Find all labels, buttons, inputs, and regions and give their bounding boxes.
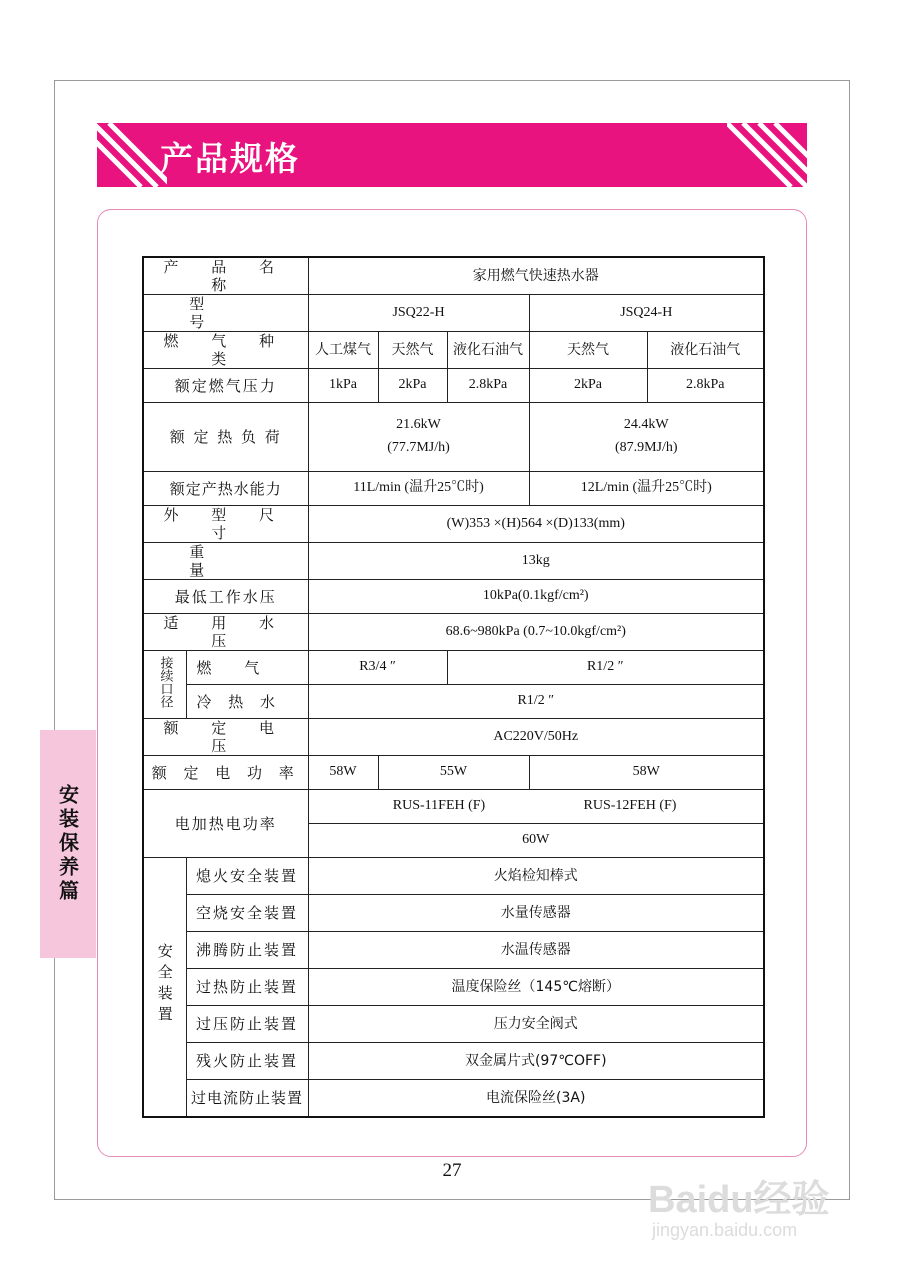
watermark-logo: Baidu经验	[648, 1179, 830, 1221]
cell-value: 1kPa	[308, 369, 378, 403]
row-label: 外 型 尺 寸	[143, 506, 308, 543]
row-label: 重 量	[143, 543, 308, 580]
cell-value: (W)353 ×(H)564 ×(D)133(mm)	[308, 506, 764, 543]
table-row	[143, 403, 764, 472]
cell-value: 2.8kPa	[647, 369, 764, 403]
side-tab-label: 安装保养篇	[55, 784, 80, 904]
watermark	[648, 1150, 848, 1260]
row-label: 熄火安全装置	[186, 858, 308, 895]
heat-load-b-mj: (87.9MJ/h)	[614, 440, 678, 455]
row-label: 过热防止装置	[186, 969, 308, 1006]
cell-value	[308, 403, 529, 472]
cell-value: 双金属片式(97℃OFF)	[308, 1043, 764, 1080]
cell-value: 58W	[529, 756, 764, 790]
row-label: 额 定 热 负 荷	[143, 403, 308, 472]
cell-value: R3/4 ″	[308, 651, 447, 685]
cell-value: 火焰检知棒式	[308, 858, 764, 895]
cell-value: 68.6~980kPa (0.7~10.0kgf/cm²)	[308, 614, 764, 651]
cell-value: JSQ22-H	[308, 295, 529, 332]
cell-value: R1/2 ″	[447, 651, 764, 685]
table-row	[143, 719, 764, 756]
cell-value: JSQ24-H	[529, 295, 764, 332]
table-row	[143, 543, 764, 580]
cell-value: 11L/min (温升25℃时)	[308, 472, 529, 506]
table-row	[143, 1043, 764, 1080]
cell-value: 家用燃气快速热水器	[308, 257, 764, 295]
table-row	[143, 580, 764, 614]
header-banner	[97, 123, 807, 187]
row-label: 型 号	[143, 295, 308, 332]
table-row	[143, 332, 764, 369]
table-row	[143, 506, 764, 543]
row-label: 冷 热 水	[186, 685, 308, 719]
cell-value: 压力安全阀式	[308, 1006, 764, 1043]
cell-value: 60W	[308, 824, 764, 858]
cell-value: 液化石油气	[647, 332, 764, 369]
table-row	[143, 1080, 764, 1118]
cell-value: 电流保险丝(3A)	[308, 1080, 764, 1118]
row-label: 电加热电功率	[143, 790, 308, 858]
row-label: 额定燃气压力	[143, 369, 308, 403]
cell-value: 12L/min (温升25℃时)	[529, 472, 764, 506]
connection-label: 接续口径	[157, 656, 173, 709]
stripes-right-icon	[727, 123, 807, 187]
cell-value: 2kPa	[529, 369, 647, 403]
side-tab	[40, 730, 96, 958]
page-title: 产品规格	[160, 139, 300, 178]
cell-value: 液化石油气	[447, 332, 529, 369]
cell-value: 天然气	[378, 332, 447, 369]
heater-model-a: RUS-11FEH (F)	[392, 798, 486, 814]
safety-label: 安全装置	[155, 942, 174, 1027]
row-label: 额 定 电 功 率	[143, 756, 308, 790]
spec-table	[142, 256, 765, 1118]
table-row	[143, 1006, 764, 1043]
row-label: 最低工作水压	[143, 580, 308, 614]
cell-value: R1/2 ″	[308, 685, 764, 719]
cell-value: 58W	[308, 756, 378, 790]
watermark-url: jingyan.baidu.com	[652, 1220, 798, 1240]
cell-value	[529, 403, 764, 472]
row-label	[143, 651, 186, 719]
heat-load-a-mj: (77.7MJ/h)	[387, 440, 450, 455]
row-label: 残火防止装置	[186, 1043, 308, 1080]
cell-value: 天然气	[529, 332, 647, 369]
cell-value: 55W	[378, 756, 529, 790]
cell-value: 水量传感器	[308, 895, 764, 932]
cell-value: AC220V/50Hz	[308, 719, 764, 756]
cell-value: 温度保险丝（145℃熔断）	[308, 969, 764, 1006]
cell-value	[308, 790, 764, 824]
cell-value: 13kg	[308, 543, 764, 580]
table-row	[143, 685, 764, 719]
table-row	[143, 472, 764, 506]
row-label: 额定产热水能力	[143, 472, 308, 506]
cell-value: 10kPa(0.1kgf/cm²)	[308, 580, 764, 614]
table-row	[143, 756, 764, 790]
row-label: 空烧安全装置	[186, 895, 308, 932]
cell-value: 水温传感器	[308, 932, 764, 969]
cell-value: 2kPa	[378, 369, 447, 403]
table-row	[143, 969, 764, 1006]
row-label: 适 用 水 压	[143, 614, 308, 651]
row-label	[143, 858, 186, 1118]
row-label: 额 定 电 压	[143, 719, 308, 756]
row-label: 沸腾防止装置	[186, 932, 308, 969]
row-label: 燃 气	[186, 651, 308, 685]
table-row	[143, 651, 764, 685]
table-row	[143, 790, 764, 824]
row-label: 产 品 名 称	[143, 257, 308, 295]
row-label: 燃 气 种 类	[143, 332, 308, 369]
table-row	[143, 369, 764, 403]
row-label: 过压防止装置	[186, 1006, 308, 1043]
table-row	[143, 614, 764, 651]
table-row	[143, 858, 764, 895]
heat-load-a-kw: 21.6kW	[396, 417, 441, 433]
cell-value: 人工煤气	[308, 332, 378, 369]
heat-load-b-kw: 24.4kW	[623, 417, 669, 433]
row-label: 过电流防止装置	[186, 1080, 308, 1118]
table-row	[143, 895, 764, 932]
cell-value: 2.8kPa	[447, 369, 529, 403]
table-row	[143, 295, 764, 332]
page-number: 27	[442, 1160, 462, 1181]
heater-model-b: RUS-12FEH (F)	[583, 798, 677, 814]
stripes-left-icon	[97, 123, 167, 187]
table-row	[143, 932, 764, 969]
table-row	[143, 257, 764, 295]
